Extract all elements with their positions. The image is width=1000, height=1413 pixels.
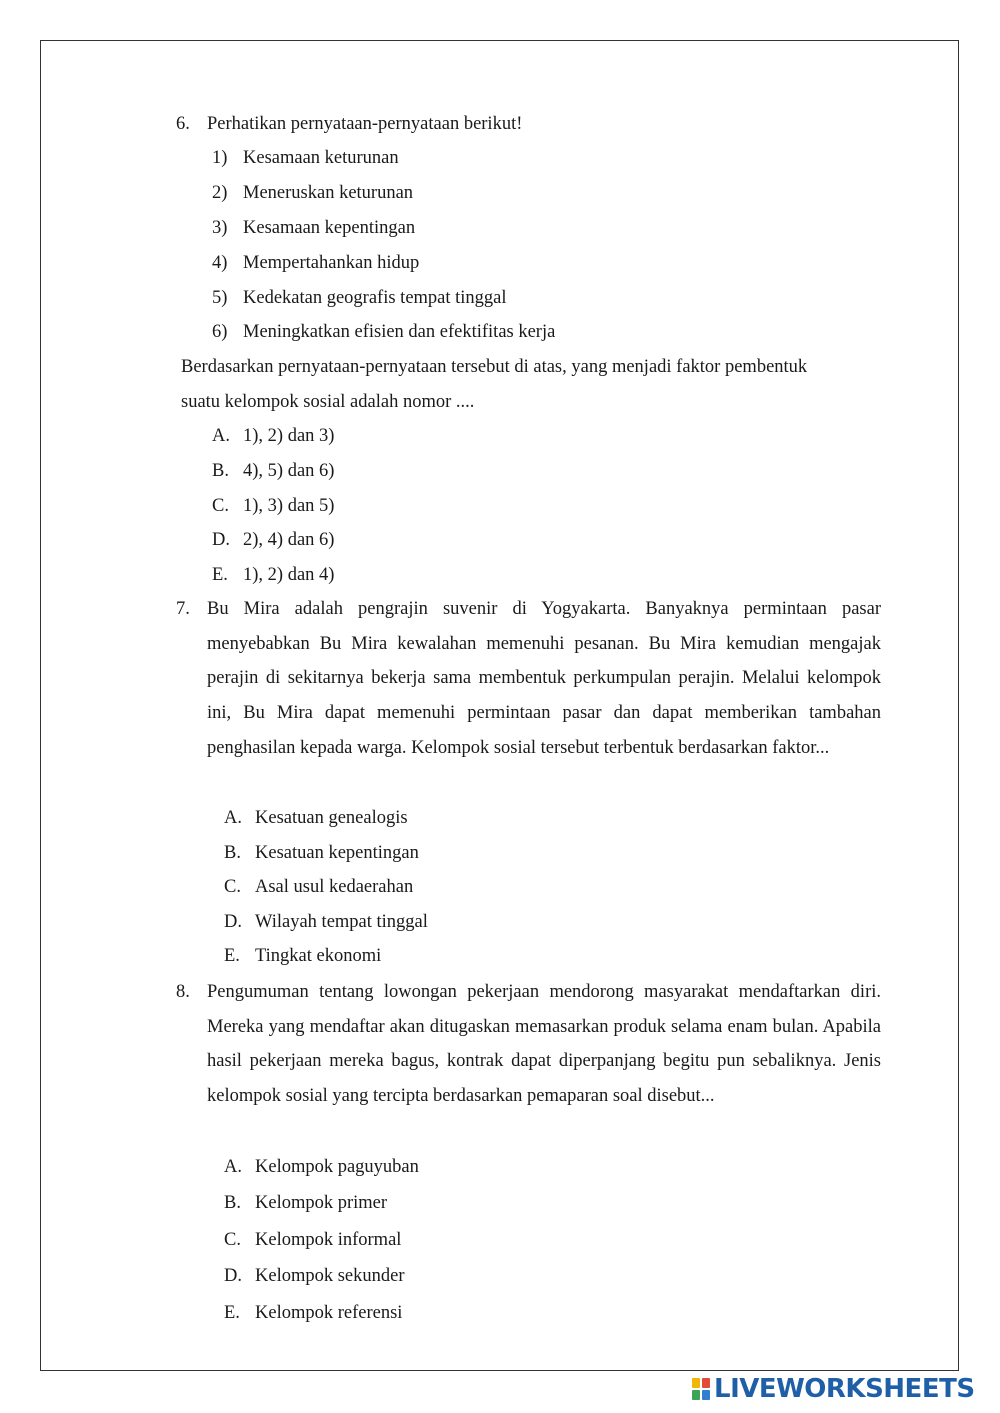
question-stem: Perhatikan pernyataan-pernyataan berikut! [207, 114, 523, 134]
statement-label: 3) [212, 218, 228, 238]
option-label: E. [212, 565, 228, 585]
question-text: Pengumuman tentang lowongan pekerjaan mendorong masyarakat mendaftarkan diri. Mereka yang mendaftar akan ditugaskan memasarkan produk selama enam bulan. Apabila hasil pekerjaan mereka bagus, kontrak dapat diperpanjang begitu pun sebaliknya. Jenis kelompok sosial yang tercipta berdasarkan pemaparan soal disebut... [207, 982, 881, 1107]
option-label: A. [224, 1157, 242, 1177]
liveworksheets-logo[interactable] [692, 1374, 975, 1404]
option-label: C. [224, 877, 241, 897]
statement-label: 5) [212, 288, 228, 308]
option-text: Kesatuan genealogis [255, 808, 408, 828]
option-text: 1), 2) dan 3) [243, 426, 335, 446]
option-label: B. [224, 843, 241, 863]
option-label: B. [224, 1193, 241, 1213]
option-label: E. [224, 1303, 240, 1323]
option-label: D. [212, 530, 230, 550]
option-label: D. [224, 912, 242, 932]
option-text: Tingkat ekonomi [255, 946, 382, 966]
option-label: B. [212, 461, 229, 481]
statement-text: Kesamaan keturunan [243, 148, 399, 168]
option-label: A. [212, 426, 230, 446]
statement-text: Kesamaan kepentingan [243, 218, 416, 238]
option-text: 2), 4) dan 6) [243, 530, 335, 550]
logo-tiles-icon [692, 1377, 712, 1401]
question-number: 6. [176, 114, 190, 134]
option-text: Kelompok sekunder [255, 1266, 405, 1286]
option-text: Kesatuan kepentingan [255, 843, 419, 863]
statement-text: Mempertahankan hidup [243, 253, 420, 273]
statement-text: Meneruskan keturunan [243, 183, 414, 203]
logo-tile [692, 1390, 700, 1400]
option-text: Kelompok referensi [255, 1303, 403, 1323]
logo-text: LIVEWORKSHEETS [714, 1374, 975, 1404]
logo-tile [692, 1378, 700, 1388]
option-label: A. [224, 808, 242, 828]
question-prompt-line: suatu kelompok sosial adalah nomor .... [181, 392, 475, 412]
question-text: Bu Mira adalah pengrajin suvenir di Yogyakarta. Banyaknya permintaan pasar menyebabkan Bu Mira kewalahan memenuhi pesanan. Bu Mira kemudian mengajak perajin di sekitarnya bekerja sama membentuk perkumpulan perajin. Melalui kelompok ini, Bu Mira dapat memenuhi permintaan pasar dan dapat memberikan tambahan penghasilan kepada warga. Kelompok sosial tersebut terbentuk berdasarkan faktor... [207, 599, 881, 758]
option-label: C. [224, 1230, 241, 1250]
statement-label: 1) [212, 148, 228, 168]
option-label: E. [224, 946, 240, 966]
statement-text: Meningkatkan efisien dan efektifitas kerja [243, 322, 556, 342]
option-text: Kelompok paguyuban [255, 1157, 419, 1177]
logo-tile [702, 1390, 710, 1400]
statement-label: 2) [212, 183, 228, 203]
option-text: Asal usul kedaerahan [255, 877, 414, 897]
option-text: 4), 5) dan 6) [243, 461, 335, 481]
option-text: 1), 2) dan 4) [243, 565, 335, 585]
statement-label: 4) [212, 253, 228, 273]
option-text: Kelompok informal [255, 1230, 402, 1250]
question-prompt-line: Berdasarkan pernyataan-pernyataan tersebut di atas, yang menjadi faktor pembentuk [181, 357, 808, 377]
logo-tile [702, 1378, 710, 1388]
statement-label: 6) [212, 322, 228, 342]
question-number: 7. [176, 599, 190, 619]
option-text: Kelompok primer [255, 1193, 388, 1213]
option-text: Wilayah tempat tinggal [255, 912, 428, 932]
statement-text: Kedekatan geografis tempat tinggal [243, 288, 507, 308]
option-text: 1), 3) dan 5) [243, 496, 335, 516]
option-label: D. [224, 1266, 242, 1286]
question-number: 8. [176, 982, 190, 1002]
option-label: C. [212, 496, 229, 516]
